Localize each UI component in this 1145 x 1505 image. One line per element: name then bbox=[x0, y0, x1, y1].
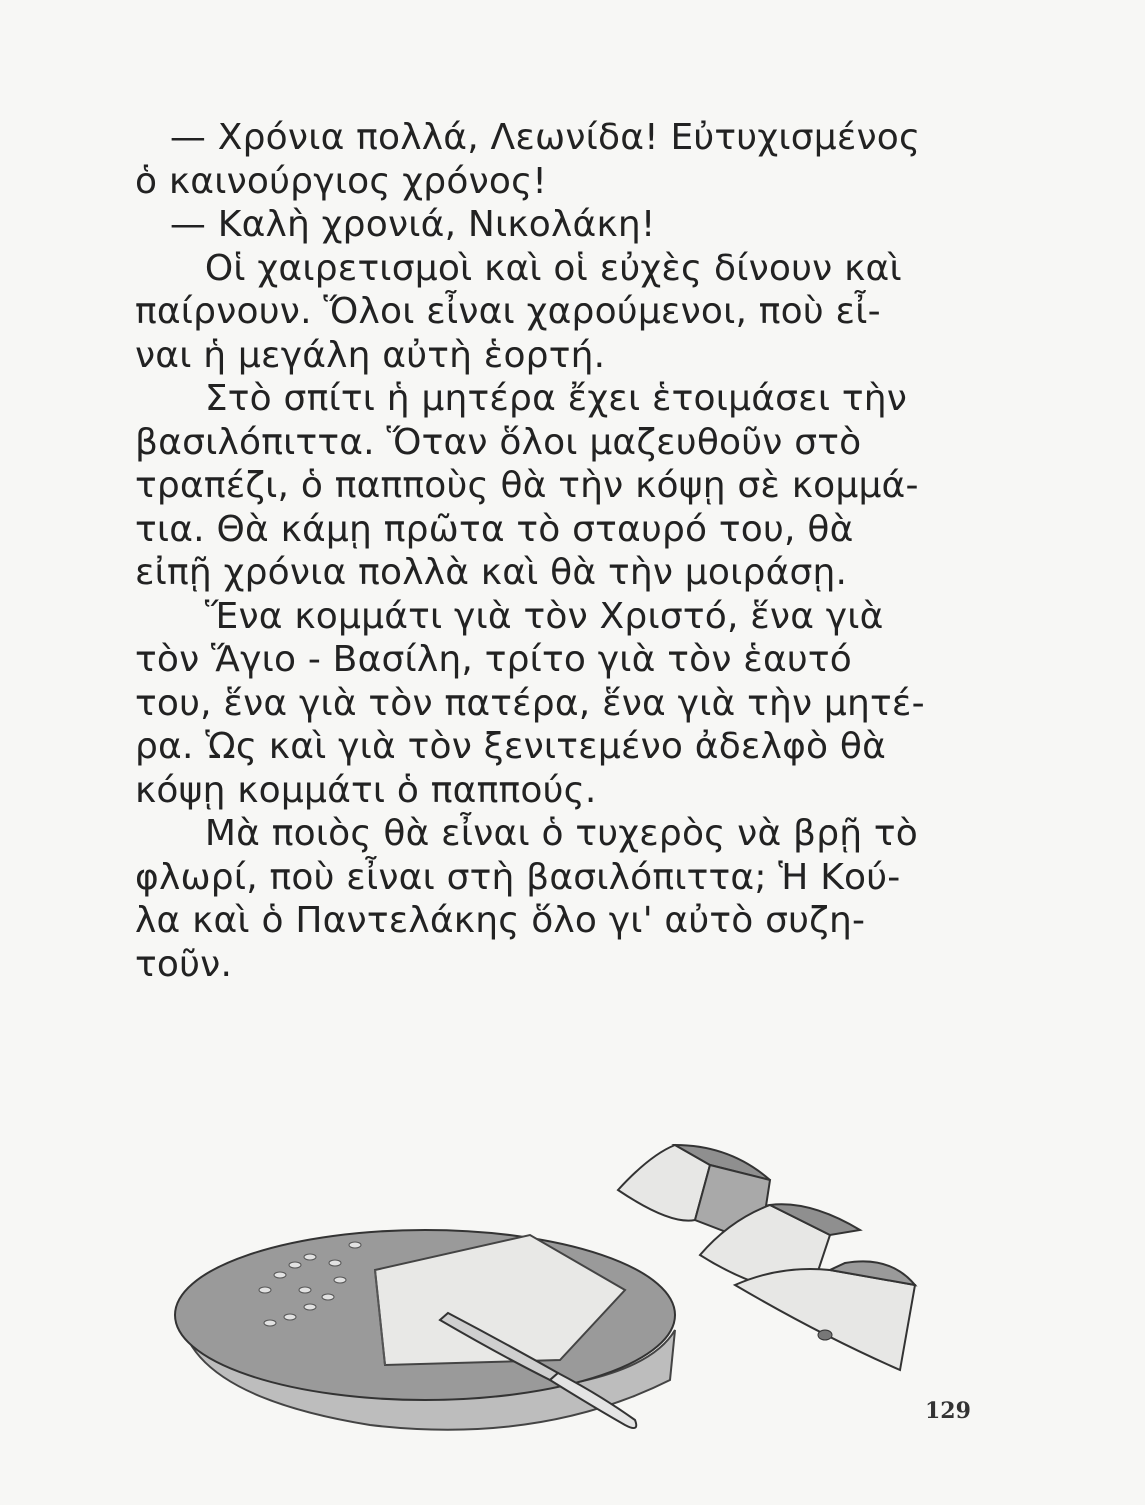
text-line: παίρνουν. Ὅλοι εἶναι χαρούμενοι, ποὺ εἶ- bbox=[135, 291, 881, 332]
text-line: εἰπῇ χρόνια πολλὰ καὶ θὰ τὴν μοιράσῃ. bbox=[135, 552, 848, 593]
text-line: Στὸ σπίτι ἡ μητέρα ἔχει ἑτοιμάσει τὴν bbox=[135, 378, 908, 419]
text-line: Μὰ ποιὸς θὰ εἶναι ὁ τυχερὸς νὰ βρῇ τὸ bbox=[135, 813, 919, 854]
page-number: 129 bbox=[925, 1398, 971, 1424]
vasilopita-illustration bbox=[170, 1125, 960, 1505]
text-line: τὸν Ἅγιο - Βασίλη, τρίτο γιὰ τὸν ἑαυτό bbox=[135, 639, 853, 680]
text-line: κόψῃ κομμάτι ὁ παππούς. bbox=[135, 769, 597, 811]
text-line: ρα. Ὡς καὶ γιὰ τὸν ξενιτεμένο ἀδελφὸ θὰ bbox=[135, 726, 887, 767]
text-line: τραπέζι, ὁ παπποὺς θὰ τὴν κόψῃ σὲ κομμά- bbox=[135, 465, 919, 506]
text-line: Οἱ χαιρετισμοὶ καὶ οἱ εὐχὲς δίνουν καὶ bbox=[135, 247, 902, 289]
text-line: βασιλόπιττα. Ὅταν ὅλοι μαζευθοῦν στὸ bbox=[135, 421, 862, 463]
text-line: — Καλὴ χρονιά, Νικολάκη! bbox=[135, 204, 656, 245]
text-line: τια. Θὰ κάμῃ πρῶτα τὸ σταυρό του, θὰ bbox=[135, 508, 854, 550]
text-line: τοῦν. bbox=[135, 943, 233, 985]
text-line: λα καὶ ὁ Παντελάκης ὅλο γι' αὐτὸ συζη- bbox=[135, 900, 866, 941]
text-line: φλωρί, ποὺ εἶναι στὴ βασιλόπιττα; Ἡ Κού- bbox=[135, 856, 901, 898]
body-text bbox=[135, 116, 995, 986]
text-line: του, ἕνα γιὰ τὸν πατέρα, ἕνα γιὰ τὴν μητέ- bbox=[135, 682, 925, 724]
text-line: Ἕνα κομμάτι γιὰ τὸν Χριστό, ἕνα γιὰ bbox=[135, 595, 884, 637]
text-line: ναι ἡ μεγάλη αὐτὴ ἑορτή. bbox=[135, 334, 606, 376]
text-line: — Χρόνια πολλά, Λεωνίδα! Εὐτυχισμένος bbox=[135, 117, 921, 158]
text-line: ὁ καινούργιος χρόνος! bbox=[135, 160, 548, 202]
